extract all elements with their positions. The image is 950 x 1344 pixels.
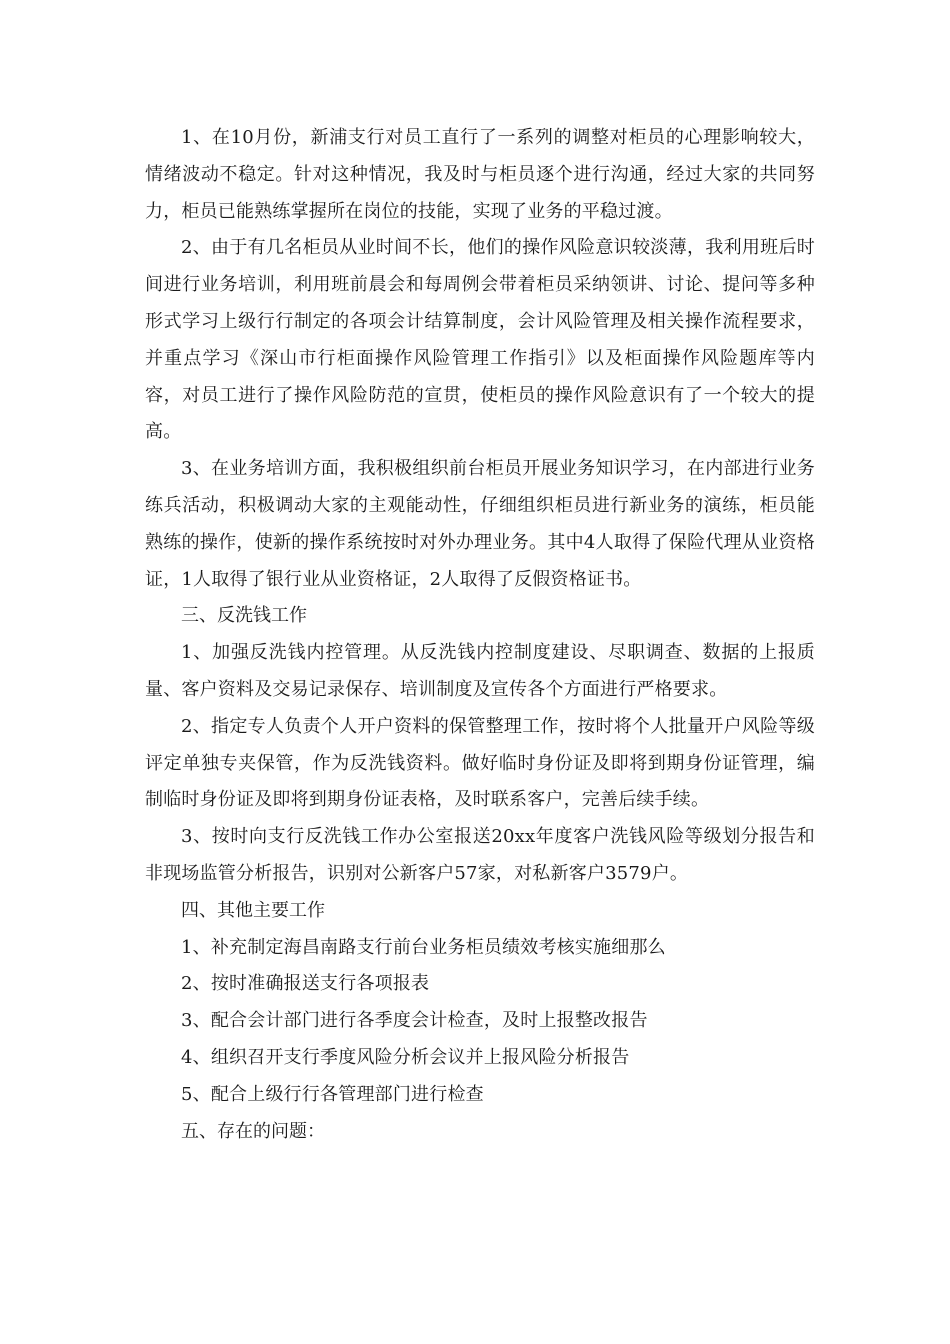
document-body: [145, 120, 815, 1150]
list-item-other-work-1: 1、补充制定海昌南路支行前台业务柜员绩效考核实施细那么: [181, 936, 666, 958]
section-heading-other-work: 四、其他主要工作: [181, 899, 325, 921]
section-heading-anti-money-laundering: 三、反洗钱工作: [181, 605, 307, 627]
list-item-other-work-3: 3、配合会计部门进行各季度会计检查，及时上报整改报告: [181, 1010, 648, 1032]
paragraph-business-training: 3、在业务培训方面，我积极组织前台柜员开展业务知识学习，在内部进行业务练兵活动，积极调动大家的主观能动性，仔细组织柜员进行新业务的演练，柜员能熟练的操作，使新的操作系统按时对外办理业务。其中4人取得了保险代理从业资格证，1人取得了银行业从业资格证，2人取得了反假资格证书。: [145, 458, 815, 590]
list-item-other-work-4: 4、组织召开支行季度风险分析会议并上报风险分析报告: [181, 1046, 630, 1068]
paragraph-risk-training: 2、由于有几名柜员从业时间不长，他们的操作风险意识较淡薄，我利用班后时间进行业务培训，利用班前晨会和每周例会带着柜员采纳领讲、讨论、提问等多种形式学习上级行行制定的各项会计结算制度，会计风险管理及相关操作流程要求，并重点学习《深山市行柜面操作风险管理工作指引》以及柜面操作风险题库等内容，对员工进行了操作风险防范的宣贯，使柜员的操作风险意识有了一个较大的提高。: [145, 237, 815, 443]
list-item-other-work-5: 5、配合上级行行各管理部门进行检查: [181, 1083, 484, 1105]
paragraph-aml-internal-control: 1、加强反洗钱内控管理。从反洗钱内控制度建设、尽职调查、数据的上报质量、客户资料及交易记录保存、培训制度及宣传各个方面进行严格要求。: [145, 642, 815, 700]
paragraph-staff-adjustment: 1、在10月份，新浦支行对员工直行了一系列的调整对柜员的心理影响较大，情绪波动不稳定。针对这种情况，我及时与柜员逐个进行沟通，经过大家的共同努力，柜员已能熟练掌握所在岗位的技能，实现了业务的平稳过渡。: [145, 127, 815, 222]
list-item-other-work-2: 2、按时准确报送支行各项报表: [181, 973, 430, 995]
paragraph-aml-reports: 3、按时向支行反洗钱工作办公室报送20xx年度客户洗钱风险等级划分报告和非现场监管分析报告，识别对公新客户57家，对私新客户3579户。: [145, 826, 815, 884]
paragraph-aml-account-records: 2、指定专人负责个人开户资料的保管整理工作，按时将个人批量开户风险等级评定单独专夹保管，作为反洗钱资料。做好临时身份证及即将到期身份证管理，编制临时身份证及即将到期身份证表格，及时联系客户，完善后续手续。: [145, 715, 815, 811]
section-heading-problems: 五、存在的问题：: [181, 1120, 325, 1142]
